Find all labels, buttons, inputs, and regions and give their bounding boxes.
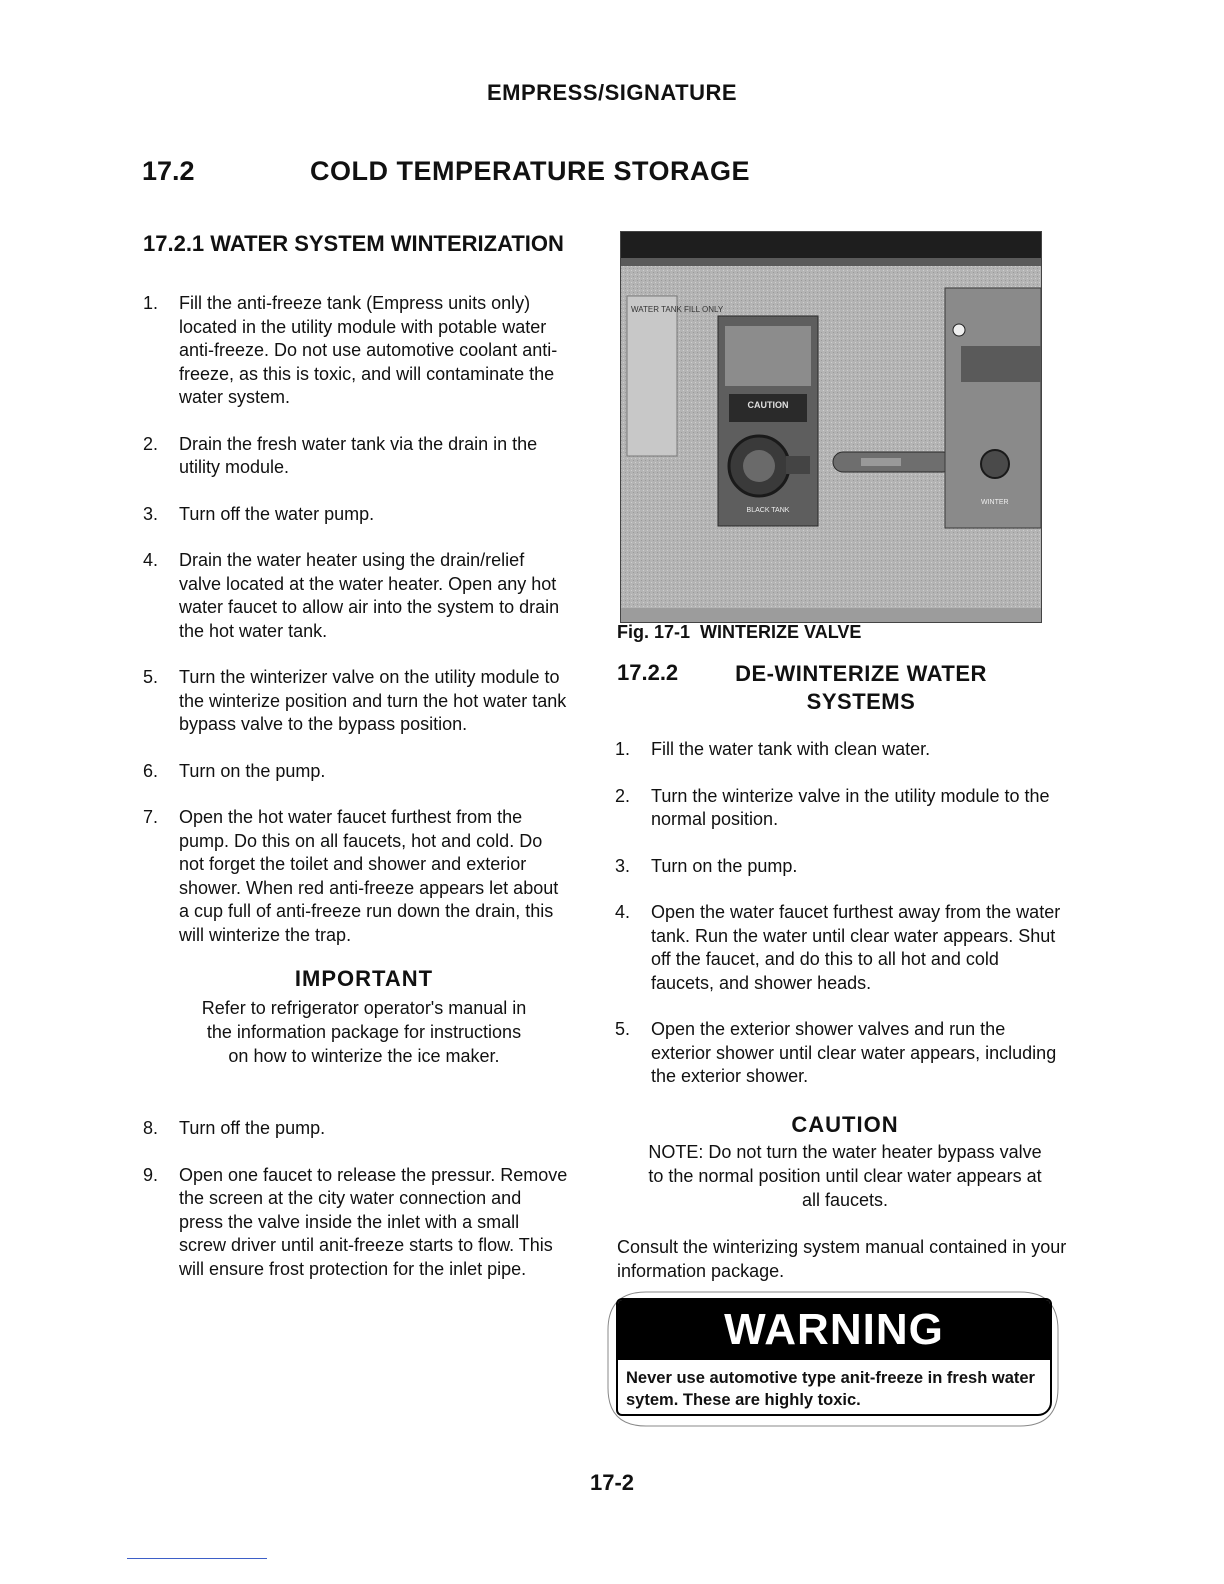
step-number: 4. bbox=[615, 902, 631, 922]
list-item bbox=[615, 901, 1063, 995]
list-item bbox=[143, 433, 569, 480]
photo-illustration bbox=[621, 232, 1041, 622]
step-text: Turn on the pump. bbox=[179, 760, 326, 781]
figure-caption-text: WINTERIZE VALVE bbox=[700, 622, 862, 642]
step-text: Open the hot water faucet furthest from the pump. Do this on all faucets, hot and cold. Do not forget the toilet and shower and exterior shower. When red anti-freeze appears let about a cup full of anti-freeze run down the drain, this will winterize the trap. bbox=[179, 807, 559, 945]
step-number: 9. bbox=[143, 1164, 159, 1185]
list-item bbox=[143, 760, 569, 784]
important-title: IMPORTANT bbox=[294, 966, 434, 991]
step-text: Open the water faucet furthest away from the water tank. Run the water until clear water appears. Shut off the faucet, and do this to all hot and cold faucets, and shower heads. bbox=[651, 902, 1061, 993]
subsection-number-dewinterize: 17.2.2 bbox=[617, 660, 679, 685]
list-item bbox=[143, 503, 569, 527]
list-item bbox=[143, 549, 569, 643]
step-number: 5. bbox=[143, 667, 159, 687]
list-item bbox=[143, 666, 569, 737]
subsection-title-winterization: 17.2.1 WATER SYSTEM WINTERIZATION bbox=[143, 231, 564, 256]
important-note bbox=[200, 966, 528, 1068]
step-number: 1. bbox=[615, 739, 631, 759]
warning-panel bbox=[616, 1298, 1052, 1416]
list-item bbox=[615, 855, 1063, 879]
warning-text: Never use automotive type anit-freeze in fresh water sytem. These are highly toxic. bbox=[626, 1369, 1035, 1409]
step-text: Drain the fresh water tank via the drain in the utility module. bbox=[179, 433, 538, 477]
warning-title: WARNING bbox=[618, 1300, 1050, 1360]
photo-winter-text: WINTER bbox=[981, 499, 1009, 506]
subsection-title-dewinterize: DE-WINTERIZE WATER SYSTEMS bbox=[735, 661, 987, 714]
step-text: Fill the water tank with clean water. bbox=[651, 739, 931, 759]
step-text: Turn off the pump. bbox=[179, 1118, 326, 1138]
caution-title: CAUTION bbox=[791, 1112, 899, 1137]
step-text: Drain the water heater using the drain/relief valve located at the water heater. Open any hot water faucet to allow air into the system to drain the hot water tank. bbox=[179, 550, 560, 641]
list-item bbox=[615, 738, 1063, 762]
section-number: 17.2 bbox=[142, 156, 195, 186]
step-text: Turn off the water pump. bbox=[179, 503, 375, 524]
figure-caption bbox=[617, 622, 861, 643]
running-header: EMPRESS/SIGNATURE bbox=[486, 80, 738, 105]
photo-black-tank-text: BLACK TANK bbox=[746, 507, 790, 514]
step-number: 6. bbox=[143, 760, 159, 781]
list-item bbox=[615, 785, 1063, 832]
step-text: Turn on the pump. bbox=[651, 855, 798, 876]
footer-rule bbox=[127, 1558, 267, 1559]
winterization-steps-continued bbox=[143, 1117, 569, 1304]
caution-note bbox=[640, 1112, 1050, 1212]
list-item bbox=[143, 1164, 569, 1282]
section-title: COLD TEMPERATURE STORAGE bbox=[310, 156, 751, 186]
important-text: Refer to refrigerator operator's manual in the information package for instructions on how to winterize the ice maker. bbox=[201, 998, 527, 1066]
step-number: 3. bbox=[615, 855, 631, 876]
page-number: 17-2 bbox=[589, 1470, 635, 1495]
step-number: 4. bbox=[143, 550, 159, 570]
step-number: 7. bbox=[143, 807, 159, 827]
consult-paragraph: Consult the winterizing system manual contained in your information package. bbox=[617, 1237, 1067, 1281]
step-text: Turn the winterizer valve on the utility module to the winterize position and turn the hot water tank bypass valve to the bypass position. bbox=[179, 667, 567, 734]
warning-label bbox=[606, 1290, 1060, 1428]
step-text: Open the exterior shower valves and run the exterior shower until clear water appears, including the exterior shower. bbox=[651, 1019, 1057, 1086]
step-number: 1. bbox=[143, 293, 159, 313]
step-number: 2. bbox=[143, 433, 159, 454]
step-number: 5. bbox=[615, 1019, 631, 1039]
photo-label-tank: WATER TANK FILL ONLY bbox=[631, 305, 724, 314]
dewinterize-steps bbox=[615, 738, 1063, 1112]
step-number: 8. bbox=[143, 1118, 159, 1138]
step-text: Open one faucet to release the pressur. Remove the screen at the city water connection and press the valve inside the inlet with a small screw driver until anit-freeze starts to flow. This will ensure frost protection for the inlet pipe. bbox=[179, 1164, 568, 1279]
caution-text: NOTE: Do not turn the water heater bypass valve to the normal position until clear water appears at all faucets. bbox=[648, 1142, 1042, 1210]
list-item bbox=[143, 292, 569, 410]
step-text: Fill the anti-freeze tank (Empress units only) located in the utility module with potable water anti-freeze. Do not use automotive coolant anti-freeze, as this is toxic, and will contaminate the water system. bbox=[179, 293, 558, 407]
list-item bbox=[143, 806, 569, 947]
step-text: Turn the winterize valve in the utility module to the normal position. bbox=[651, 785, 1050, 829]
photo-caution-text: CAUTION bbox=[747, 400, 789, 410]
step-number: 3. bbox=[143, 503, 159, 524]
figure-label: Fig. 17-1 bbox=[617, 622, 691, 642]
list-item bbox=[143, 1117, 569, 1141]
winterization-steps bbox=[143, 292, 569, 970]
list-item bbox=[615, 1018, 1063, 1089]
winterize-valve-photo bbox=[620, 231, 1042, 623]
step-number: 2. bbox=[615, 785, 631, 806]
